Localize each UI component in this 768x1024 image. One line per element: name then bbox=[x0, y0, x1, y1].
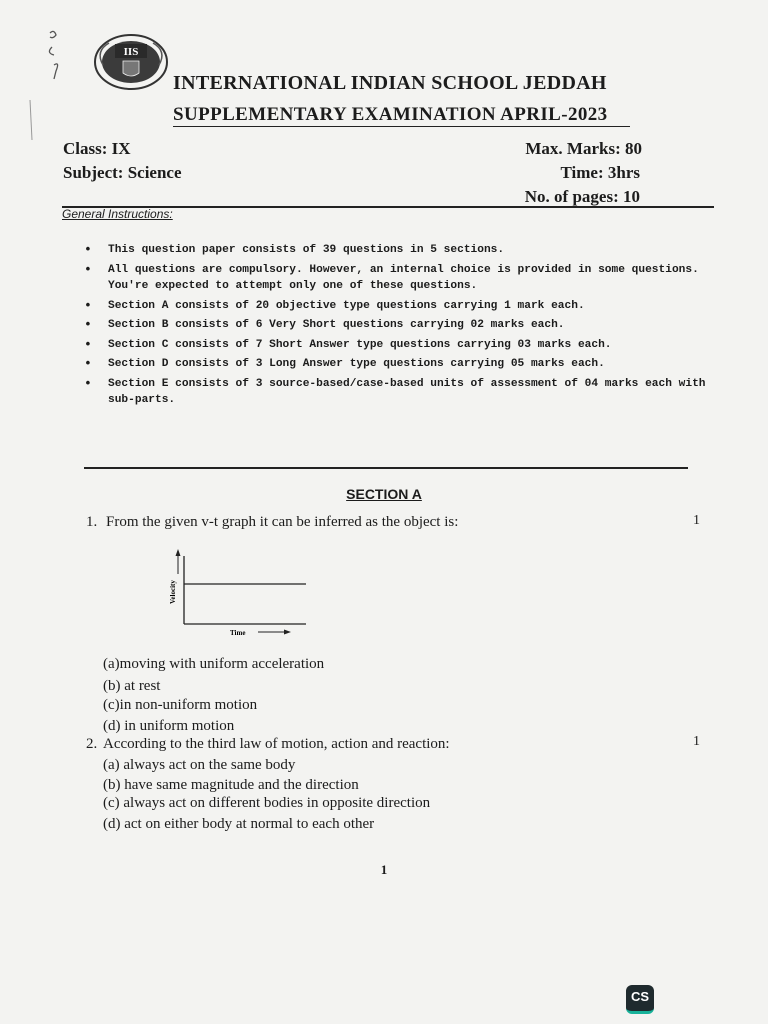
graph-y-label: Velocity bbox=[169, 580, 177, 604]
exam-title: SUPPLEMENTARY EXAMINATION APRIL-2023 bbox=[173, 104, 608, 125]
section-title: SECTION A bbox=[346, 486, 422, 502]
instructions-title: General Instructions: bbox=[62, 207, 173, 221]
instruction-item: • Section B consists of 6 Very Short questions carrying 02 marks each. bbox=[84, 317, 714, 334]
question-2-option-c: (c) always act on different bodies in opposite direction bbox=[103, 795, 431, 811]
question-2-text: According to the third law of motion, action and reaction: bbox=[103, 736, 450, 752]
instruction-item: • This question paper consists of 39 questions in 5 sections. bbox=[84, 242, 714, 259]
graph-x-label: Time bbox=[230, 629, 246, 637]
instruction-item: • Section D consists of 3 Long Answer type questions carrying 05 marks each. bbox=[84, 356, 714, 373]
subject-label: Subject: Science bbox=[63, 163, 182, 182]
instruction-item: • Section E consists of 3 source-based/case-based units of assessment of 04 marks each with sub-parts. bbox=[84, 376, 714, 409]
question-1-option-c: (c)in non-uniform motion bbox=[103, 697, 258, 713]
question-1-number: 1. bbox=[86, 514, 98, 530]
logo-text: IIS bbox=[123, 46, 139, 58]
question-1-text: From the given v-t graph it can be inferred as the object is: bbox=[106, 514, 459, 530]
class-label: Class: IX bbox=[63, 139, 131, 158]
exam-title-underline bbox=[173, 126, 630, 127]
instruction-item: • Section C consists of 7 Short Answer type questions carrying 03 marks each. bbox=[84, 337, 714, 354]
camscanner-badge: CS bbox=[626, 985, 654, 1014]
page-count: No. of pages: 10 bbox=[524, 187, 640, 206]
page-number: 1 bbox=[380, 862, 388, 877]
question-2-number: 2. bbox=[86, 736, 98, 752]
question-2-marks: 1 bbox=[693, 734, 700, 749]
time-allowed: Time: 3hrs bbox=[560, 163, 640, 182]
question-2-option-b: (b) have same magnitude and the direction bbox=[103, 777, 359, 793]
instruction-item: • All questions are compulsory. However, an internal choice is provided in some questions. You're expected to attempt only one of these questions. bbox=[84, 262, 714, 295]
school-name: INTERNATIONAL INDIAN SCHOOL JEDDAH bbox=[173, 72, 607, 94]
school-logo bbox=[93, 33, 169, 91]
scan-edge-mark bbox=[10, 100, 40, 240]
instructions-list bbox=[84, 242, 714, 412]
question-2-option-a: (a) always act on the same body bbox=[103, 757, 296, 773]
question-1-option-a: (a)moving with uniform acceleration bbox=[103, 656, 325, 672]
margin-scribble bbox=[40, 25, 80, 95]
question-2-option-d: (d) act on either body at normal to each other bbox=[103, 816, 375, 832]
instructions-divider bbox=[84, 467, 688, 469]
instruction-item: • Section A consists of 20 objective type questions carrying 1 mark each. bbox=[84, 298, 714, 315]
max-marks: Max. Marks: 80 bbox=[525, 139, 642, 158]
question-1-option-d: (d) in uniform motion bbox=[103, 718, 235, 734]
vt-graph bbox=[166, 546, 306, 642]
question-1-option-b: (b) at rest bbox=[103, 678, 161, 694]
question-1-marks: 1 bbox=[693, 513, 700, 528]
